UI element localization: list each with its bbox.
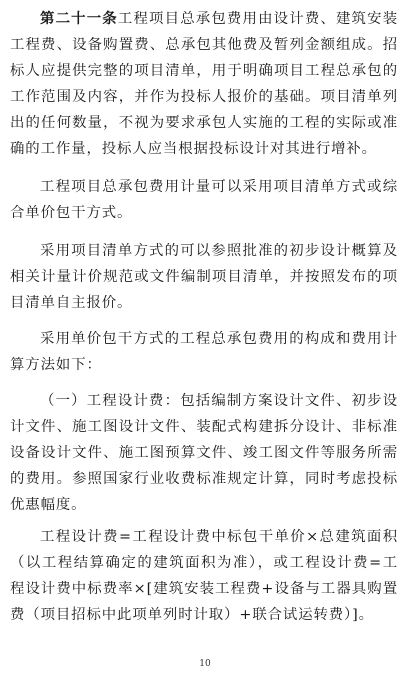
paragraph-design-fee: （一）工程设计费：包括编制方案设计文件、初步设计文件、施工图设计文件、装配式构建拆分设计、非标准设备设计文件、施工图预算文件、竣工图文件等服务所需的费用。参照国家行业收费标准规定计算，同时考虑投标优惠幅度。 xyxy=(10,393,398,513)
paragraph-design-fee-formula: 工程设计费=工程设计费中标包干单价×总建筑面积（以工程结算确定的建筑面积为准），或工程设计费=工程设计费中标费率×[建筑安装工程费+设备与工器具购置费（项目招标中此项单列时计取）+联合试运转费）]。 xyxy=(10,529,398,623)
article-heading: 第二十一条 xyxy=(40,10,118,27)
article-21-paragraph xyxy=(10,6,398,162)
article-body: 工程项目总承包费用由设计费、建筑安装工程费、设备购置费、总承包其他费及暂列金额组成。招标人应提供完整的项目清单，用于明确项目工程总承包的工作范围及内容，并作为投标人报价的基础。项目清单列出的任何数量，不视为要求承包人实施的工程的实际或准确的工作量，投标人应当根据投标设计对其进行增补。 xyxy=(10,11,398,157)
paragraph-measurement-methods: 工程项目总承包费用计量可以采用项目清单方式或综合单价包干方式。 xyxy=(10,179,398,221)
paragraph-unit-price-intro: 采用单价包干方式的工程总承包费用的构成和费用计算方法如下： xyxy=(10,331,398,373)
page-number: 10 xyxy=(199,659,211,669)
paragraph-project-list-method: 采用项目清单方式的可以参照批准的初步设计概算及相关计量计价规范或文件编制项目清单，并按照发布的项目清单自主报价。 xyxy=(10,243,398,311)
